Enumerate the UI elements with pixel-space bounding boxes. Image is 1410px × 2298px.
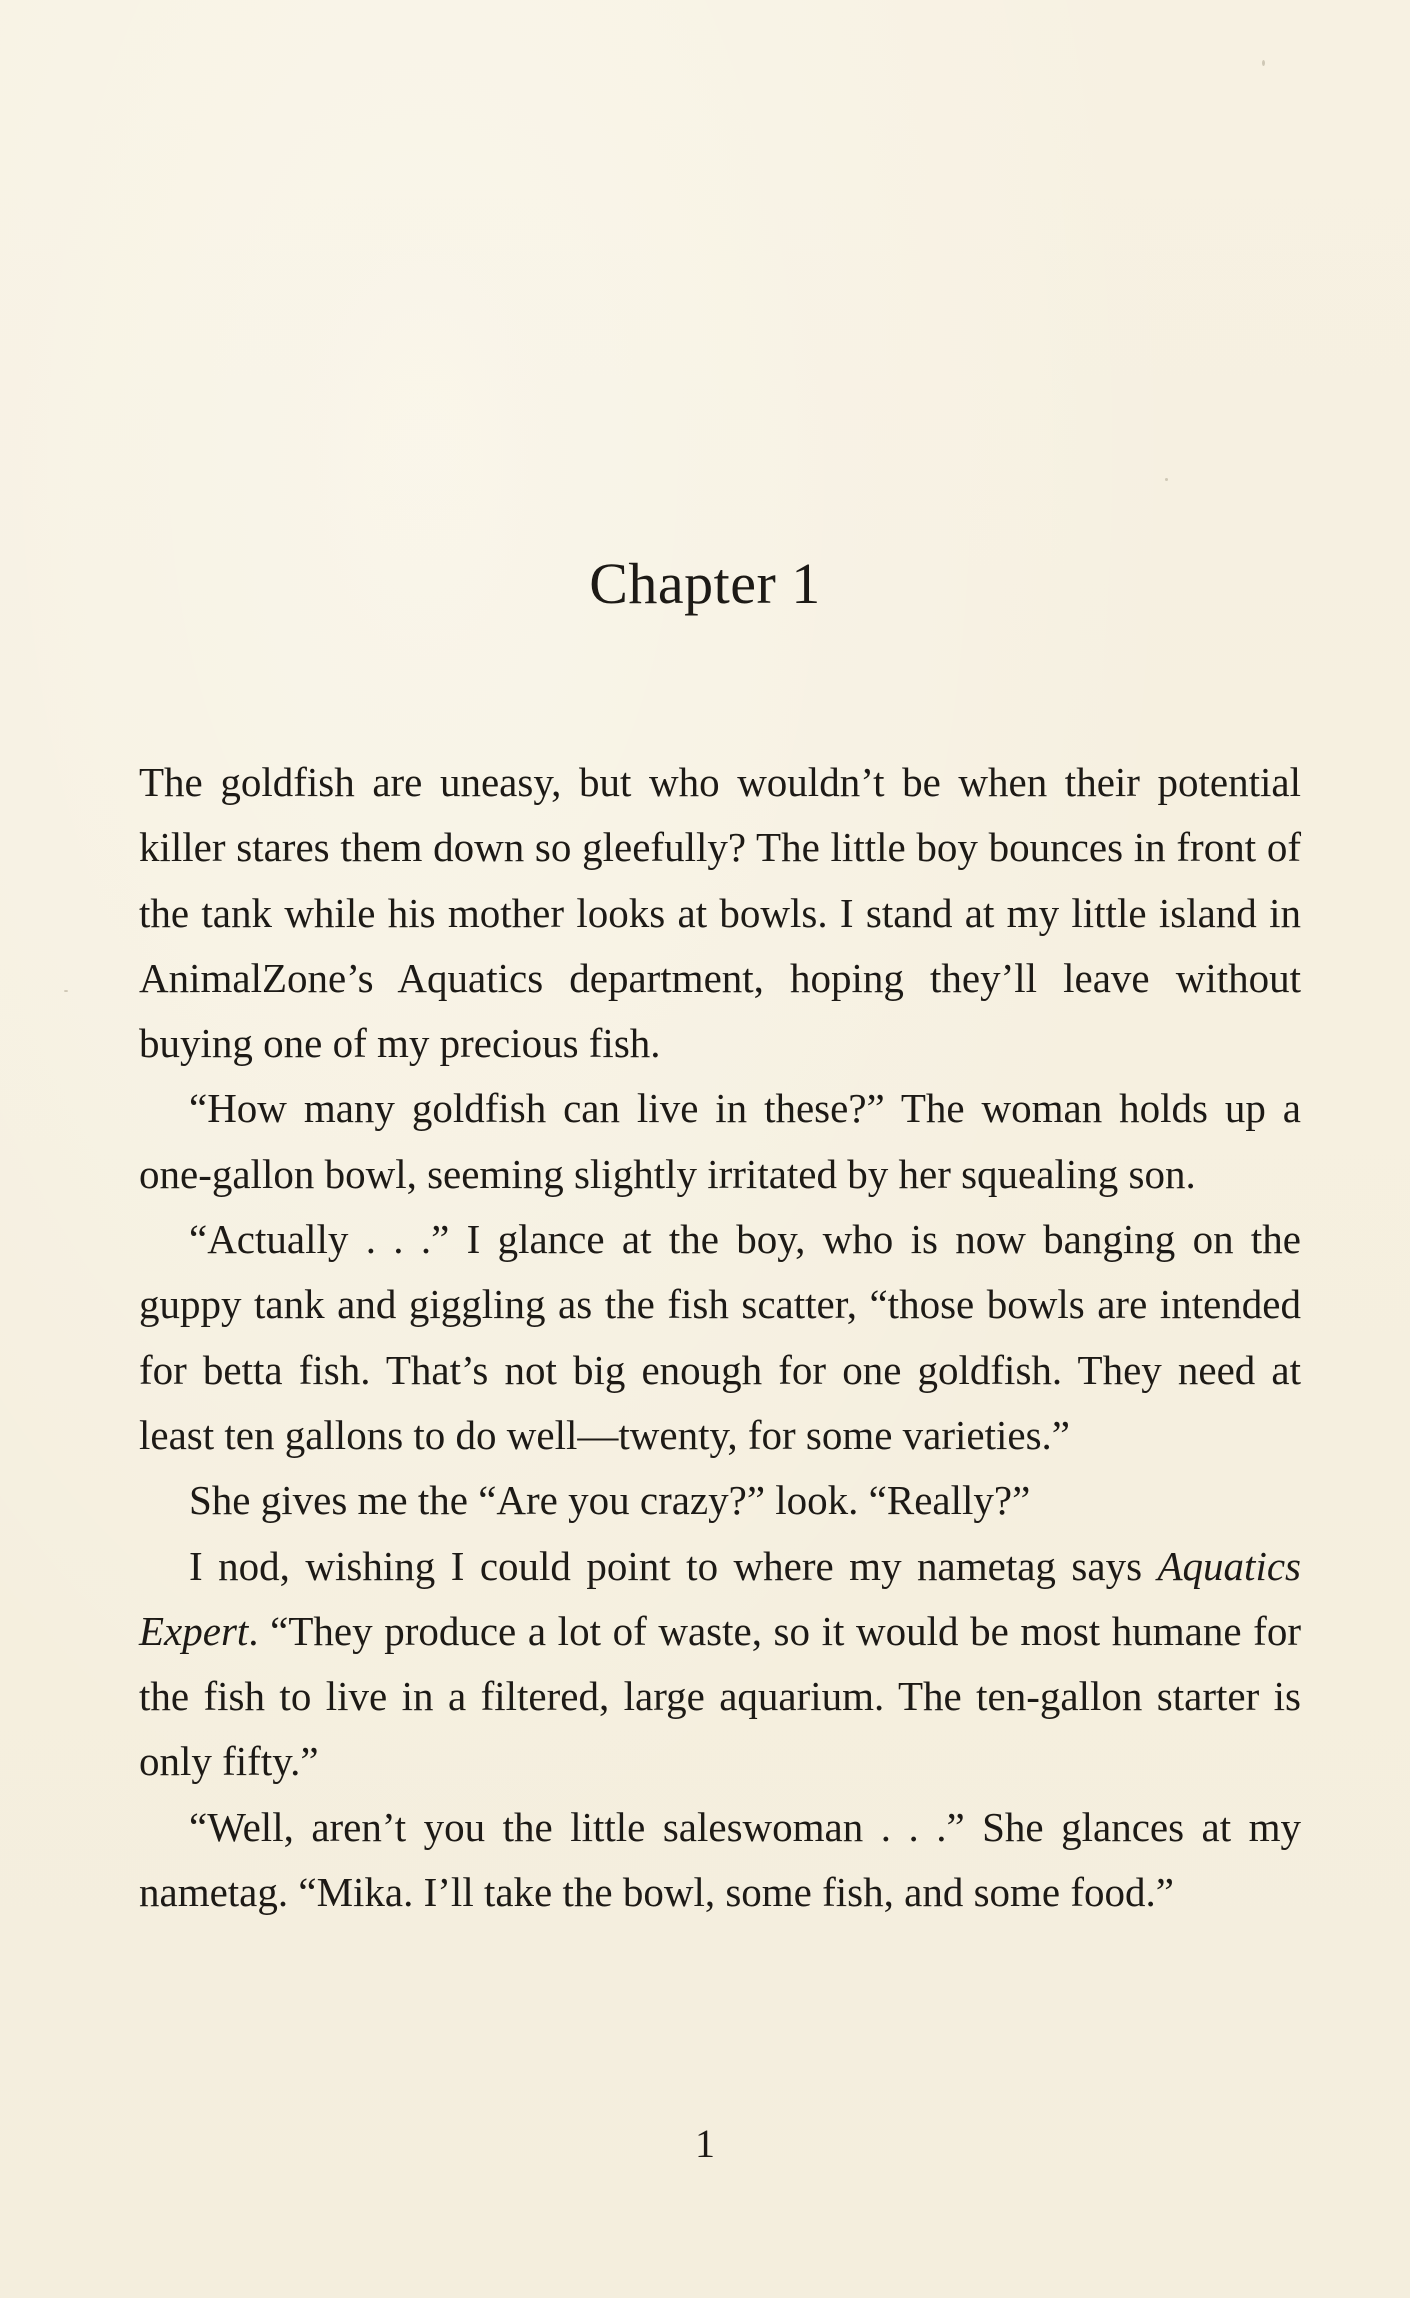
text-run: I nod, wishing I could point to where my nametag says [189, 1542, 1158, 1589]
paragraph [139, 1795, 1301, 1926]
text-run: “Well, aren’t you the little saleswoman . . .” She glances at my nametag. “Mika. I’ll take the bowl, some fish, and some food.” [139, 1803, 1301, 1916]
page-speck [1262, 60, 1265, 66]
text-run: . “They produce a lot of waste, so it would be most humane for the fish to live in a filtered, large aquarium. The ten-gallon starter is only fifty.” [139, 1607, 1301, 1785]
italic-text-run: Aquatics Expert [139, 1542, 1301, 1654]
text-run: She gives me the “Are you crazy?” look. “Really?” [189, 1477, 1031, 1524]
paragraph [139, 1207, 1301, 1468]
body-text [139, 750, 1301, 1925]
text-run: “How many goldfish can live in these?” The woman holds up a one-gallon bowl, seeming slightly irritated by her squealing son. [139, 1085, 1301, 1197]
page-speck [1165, 478, 1168, 481]
paragraph [139, 1534, 1301, 1795]
page-speck [64, 990, 68, 992]
chapter-title: Chapter 1 [589, 551, 821, 616]
paragraph [139, 750, 1301, 1076]
page-number: 1 [695, 2121, 715, 2166]
paragraph [139, 1468, 1301, 1533]
paragraph [139, 1076, 1301, 1207]
text-run: The goldfish are uneasy, but who wouldn’t be when their potential killer stares them down so gleefully? The little boy bounces in front of the tank while his mother looks at bowls. I stand at my little island in AnimalZone’s Aquatics department, hoping they’ll leave without buying one of my precious fish. [139, 759, 1301, 1067]
text-run: “Actually . . .” I glance at the boy, who is now banging on the guppy tank and giggling as the fish scatter, “those bowls are intended for betta fish. That’s not big enough for one goldfish. They need at least ten gallons to do well—twenty, for some varieties.” [139, 1216, 1301, 1458]
